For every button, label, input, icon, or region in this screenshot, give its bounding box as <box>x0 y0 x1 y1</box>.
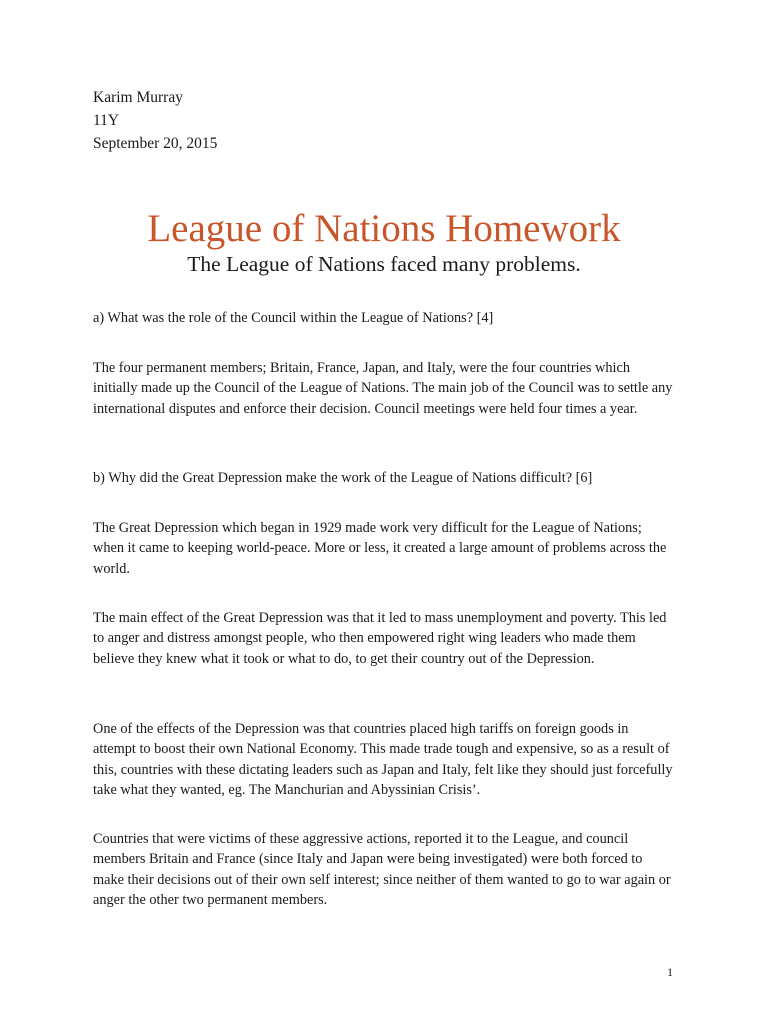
document-title: League of Nations Homework <box>147 207 621 250</box>
answer-b-paragraph-3: One of the effects of the Depression was that countries placed high tariffs on foreign goods in attempt to boost their own National Economy. This made trade tough and expensive, so as a result of this, countries with these dictating leaders such as Japan and Italy, felt like they should just forcefully take what they wanted, eg. The Manchurian and Abyssinian Crisis’. <box>93 721 673 799</box>
question-b: b) Why did the Great Depression make the work of the League of Nations difficult? [6] <box>93 470 593 486</box>
class-name: 11Y <box>93 112 120 129</box>
answer-a-paragraph: The four permanent members; Britain, France, Japan, and Italy, were the four countries which initially made up the Council of the League of Nations. The main job of the Council was to settle any international disputes and enforce their decision. Council meetings were held four times a year. <box>93 360 673 417</box>
header-info <box>93 86 217 155</box>
page-number: 1 <box>667 965 673 979</box>
document-date: September 20, 2015 <box>93 135 218 152</box>
document-subtitle: The League of Nations faced many problems. <box>187 252 581 276</box>
author-name: Karim Murray <box>93 89 183 106</box>
question-a: a) What was the role of the Council within the League of Nations? [4] <box>93 310 494 326</box>
answer-b-paragraph-2: The main effect of the Great Depression was that it led to mass unemployment and poverty. This led to anger and distress amongst people, who then empowered right wing leaders who made them believe they knew what it took or what to do, to get their country out of the Depression. <box>93 610 667 667</box>
answer-b-paragraph-1: The Great Depression which began in 1929 made work very difficult for the League of Nations; when it came to keeping world-peace. More or less, it created a large amount of problems across the world. <box>93 520 667 577</box>
answer-b-paragraph-4: Countries that were victims of these aggressive actions, reported it to the League, and council members Britain and France (since Italy and Japan were being investigated) were both forced to make their decisions out of their own self interest; since neither of them wanted to go to war again or anger the other two permanent members. <box>93 831 671 909</box>
